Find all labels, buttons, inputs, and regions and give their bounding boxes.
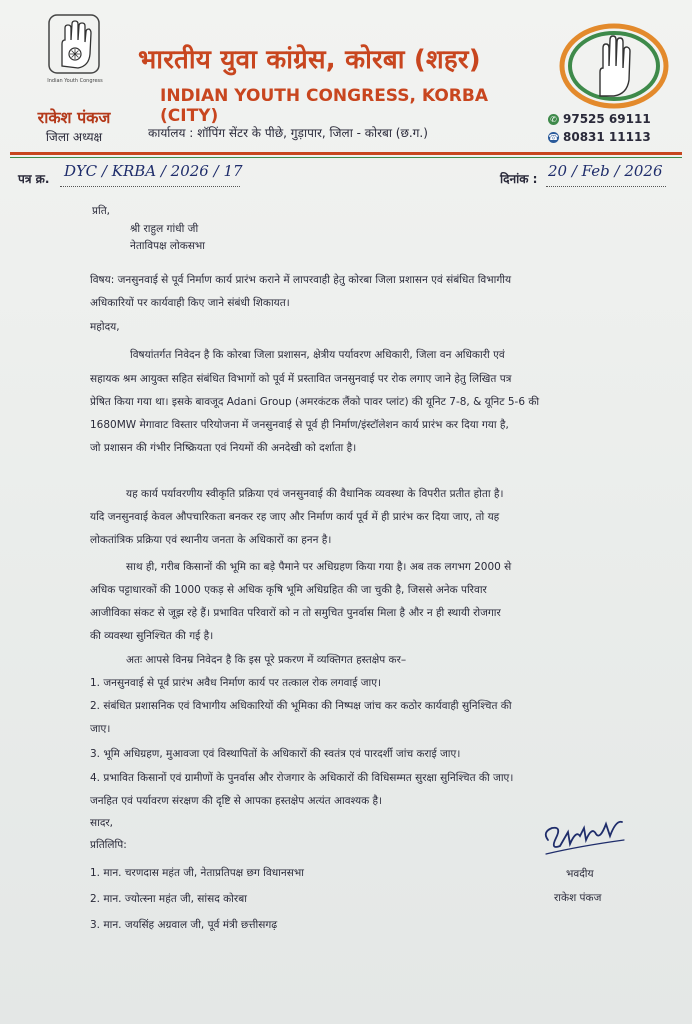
para1-line-4: 1680MW मेगावाट विस्तार परियोजना में जनसुनवाई से पूर्व ही निर्माण/इंस्टॉलेशन कार्य प्रारंभ कर दिया गया है, xyxy=(90,419,509,431)
request-item-4: 4. प्रभावित किसानों एवं ग्रामीणों के पुनर्वास और रोजगार के अधिकारों की विधिसम्मत सुरक्षा सुनिश्चित की जाए। xyxy=(90,772,514,784)
date-label: दिनांक : xyxy=(500,172,538,186)
para3-line-2: अधिक पट्टाधारकों की 1000 एकड़ से अधिक कृषि भूमि अधिग्रहित की जा चुकी है, जिससे अनेक परिवार xyxy=(90,584,487,596)
subject-line-2: अधिकारियों पर कार्यवाही किए जाने संबंधी शिकायत। xyxy=(90,297,290,309)
logo-caption: Indian Youth Congress xyxy=(47,78,103,84)
sadar: सादर, xyxy=(90,817,114,829)
para1-line-2: सहायक श्रम आयुक्त सहित संबंधित विभागों को पूर्व में प्रस्तावित जनसुनवाई पर रोक लगाए जाने हेतु लिखित पत्र xyxy=(90,373,512,385)
phone-number-2: ☎ 80831 11113 xyxy=(548,130,651,144)
closing-line: जनहित एवं पर्यावरण संरक्षण की दृष्टि से आपका हस्तक्षेप अत्यंत आवश्यक है। xyxy=(90,795,383,807)
para3-line-4: की व्यवस्था सुनिश्चित की गई है। xyxy=(90,630,214,642)
prati-label: प्रति, xyxy=(92,205,111,217)
signatory-name: राकेश पंकज xyxy=(554,892,602,904)
phone-number-1: ✆ 97525 69111 xyxy=(548,112,688,126)
reference-number: DYC / KRBA / 2026 / 17 xyxy=(64,162,243,180)
phone-icon: ☎ xyxy=(548,133,559,142)
reference-label: पत्र क्र. xyxy=(18,172,50,186)
para3-line-1: साथ ही, गरीब किसानों की भूमि का बड़े पैमाने पर अधिग्रहण किया गया है। अब तक लगभग 2000 से xyxy=(126,561,512,573)
para1-line-5: जो प्रशासन की गंभीर निष्क्रियता एवं नियमों की अनदेखी को दर्शाता है। xyxy=(90,442,357,454)
whatsapp-icon: ✆ xyxy=(548,114,559,125)
para2-line-1: यह कार्य पर्यावरणीय स्वीकृति प्रक्रिया एवं जनसुनवाई की वैधानिक व्यवस्था के विपरीत प्रतीत होता है। xyxy=(126,488,504,500)
pratilipi-label: प्रतिलिपि: xyxy=(90,839,127,851)
recipient-designation: नेताविपक्ष लोकसभा xyxy=(130,240,206,252)
request-item-1: 1. जनसुनवाई से पूर्व प्रारंभ अवैध निर्माण कार्य पर तत्काल रोक लगवाई जाए। xyxy=(90,677,382,689)
request-item-2-cont: जाए। xyxy=(90,723,111,735)
office-address: कार्यालय : शॉपिंग सेंटर के पीछे, गुड़ापार, जिला - कोरबा (छ.ग.) xyxy=(148,126,428,140)
request-item-2: 2. संबंधित प्रशासनिक एवं विभागीय अधिकारियों की भूमिका की निष्पक्ष जांच कर कठोर कार्यवाही सुनिश्चित की xyxy=(90,700,512,712)
date-value: 20 / Feb / 2026 xyxy=(548,162,663,180)
copy-item-1: 1. मान. चरणदास महंत जी, नेताप्रतिपक्ष छग विधानसभा xyxy=(90,867,304,879)
org-title-hindi: भारतीय युवा कांग्रेस, कोरबा (शहर) xyxy=(138,45,481,75)
president-role: जिला अध्यक्ष xyxy=(45,130,103,144)
org-title-english: INDIAN YOUTH CONGRESS, KORBA (CITY) xyxy=(160,86,488,126)
subject-line-1: विषय: जनसुनवाई से पूर्व निर्माण कार्य प्रारंभ कराने में लापरवाही हेतु कोरबा जिला प्रशासन एवं संबंधित विभागीय xyxy=(90,274,512,286)
para2-line-2: यदि जनसुनवाई केवल औपचारिकता बनकर रह जाए और निर्माण कार्य पूर्व में ही प्रारंभ कर दिया जाए, तो यह xyxy=(90,511,500,523)
header-rule-green xyxy=(10,157,682,158)
tricolor-hand-logo-icon xyxy=(556,20,672,110)
para1-line-3: प्रेषित किया गया था। इसके बावजूद Adani Group (अमरकंटक लैंको पावर प्लांट) की यूनिट 7-8, & यूनिट 5-6 की xyxy=(90,396,540,408)
recipient-name: श्री राहुल गांधी जी xyxy=(130,223,199,235)
congress-hand-logo-icon xyxy=(48,14,100,74)
para2-line-3: लोकतांत्रिक प्रक्रिया एवं स्थानीय जनता के अधिकारों का हनन है। xyxy=(90,534,332,546)
date-dotted-line xyxy=(546,186,666,187)
president-name: राकेश पंकज xyxy=(37,108,111,127)
header-rule-orange xyxy=(10,152,682,155)
request-item-3: 3. भूमि अधिग्रहण, मुआवजा एवं विस्थापितों के अधिकारों की स्वतंत्र एवं पारदर्शी जांच कराई जाए। xyxy=(90,748,461,760)
handwritten-signature xyxy=(540,810,630,860)
copy-item-2: 2. मान. ज्योत्स्ना महंत जी, सांसद कोरबा xyxy=(90,893,247,905)
bhavdiya: भवदीय xyxy=(566,868,594,880)
copy-item-3: 3. मान. जयसिंह अग्रवाल जी, पूर्व मंत्री छत्तीसगढ़ xyxy=(90,919,278,931)
para1-line-1: विषयांतर्गत निवेदन है कि कोरबा जिला प्रशासन, क्षेत्रीय पर्यावरण अधिकारी, जिला वन अधिकारी एवं xyxy=(130,349,505,361)
request-intro: अतः आपसे विनम्र निवेदन है कि इस पूरे प्रकरण में व्यक्तिगत हस्तक्षेप कर– xyxy=(126,654,407,666)
salutation: महोदय, xyxy=(90,321,120,333)
reference-dotted-line xyxy=(60,186,240,187)
para3-line-3: आजीविका संकट से जूझ रहे हैं। प्रभावित परिवारों को न तो समुचित पुनर्वास मिला है और न ही स्थायी रोजगार xyxy=(90,607,501,619)
